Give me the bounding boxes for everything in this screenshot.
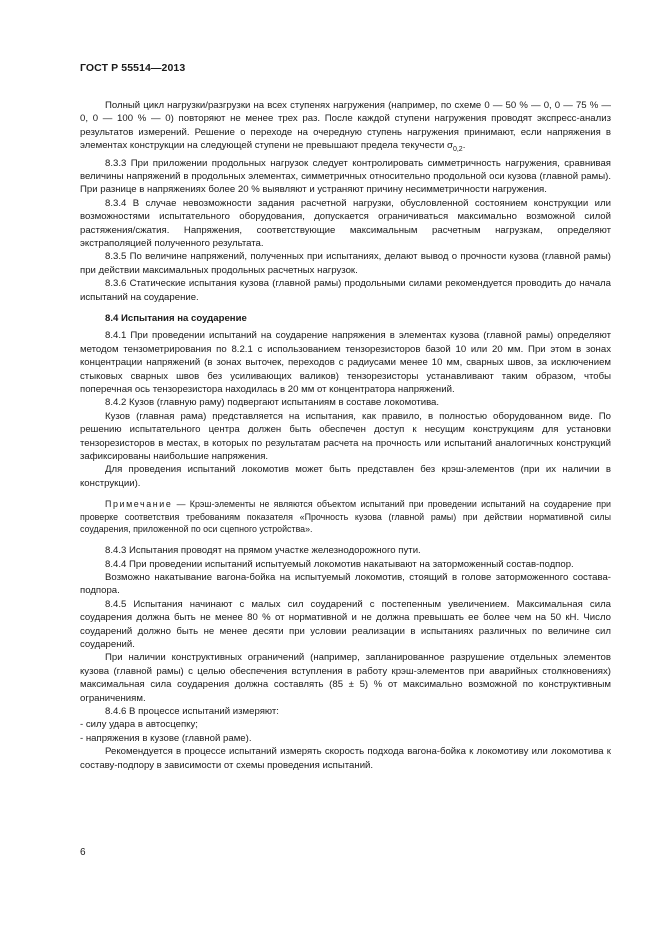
page-body: [80, 99, 611, 772]
paragraph-8-4-5-limits: При наличии конструктивных ограничений (например, запланированное разрушение отдельных элементов кузова (главной рамы) с целью обеспечения вступления в работу крэш-элементов при аварийных столкновениях) максимальная сила соударения должна составлять (85 ± 5) % от максимально возможной по конструктивным ограничениям.: [80, 652, 611, 704]
section-heading-8-4: 8.4 Испытания на соударение: [105, 313, 247, 324]
paragraph-8-4-4-alt: Возможно накатывание вагона-бойка на испытуемый локомотив, стоящий в голове заторможенного состава-подпора.: [80, 571, 611, 597]
page-number: 6: [80, 847, 86, 858]
paragraph-8-4-2-crash: Для проведения испытаний локомотив может быть представлен без крэш-элементов (при их наличии в конструкции).: [80, 464, 611, 489]
paragraph-8-3-5: 8.3.5 По величине напряжений, полученных при испытаниях, делают вывод о прочности кузова (главной рамы) при действии максимальных продольных расчетных нагрузок.: [80, 251, 611, 276]
paragraph-8-3-4: 8.3.4 В случае невозможности задания расчетной нагрузки, обусловленной состоянием конструкции или возможностями испытательного оборудования, допускается ограничиваться максимально возможной силой растяжения/сжатия. Напряжения, соответствующие максимальным расчетным нагрузкам, определяют экстраполяцией полученного результата.: [80, 197, 611, 249]
list-item-impact-force: - силу удара в автосцепку;: [80, 719, 198, 731]
paragraph-load-cycle: [80, 99, 611, 157]
paragraph-8-4-6: 8.4.6 В процессе испытаний измеряют:: [105, 706, 279, 718]
paragraph-8-4-2: 8.4.2 Кузов (главную раму) подвергают испытаниям в составе локомотива.: [105, 397, 440, 409]
paragraph-8-4-4: 8.4.4 При проведении испытаний испытуемый локомотив накатывают на заторможенный состав-подпор.: [105, 558, 574, 570]
paragraph-8-4-5: 8.4.5 Испытания начинают с малых сил соударений с постепенным увеличением. Максимальная сила соударения должна быть не менее 80 % от нормативной и не должна превышать ее более чем на 50 кН. Число соударений должно быть не менее десяти при условии реализации в испытаниях различных по величине сил соударений.: [80, 598, 611, 651]
standard-header: ГОСТ Р 55514—2013: [80, 62, 186, 74]
paragraph-8-3-6: 8.3.6 Статические испытания кузова (главной рамы) продольными силами рекомендуется проводить до начала испытаний на соударение.: [80, 278, 611, 303]
paragraph-8-4-3: 8.4.3 Испытания проводят на прямом участке железнодорожного пути.: [105, 545, 421, 557]
paragraph-8-4-6-recommendation: Рекомендуется в процессе испытаний измерять скорость подхода вагона-бойка к локомотиву или локомотива к составу-подпору в зависимости от схемы проведения испытаний.: [80, 746, 611, 771]
list-item-body-stress: - напряжения в кузове (главной раме).: [80, 732, 252, 744]
note-label: Примечание: [105, 499, 173, 510]
yield-subscript: 0,2: [452, 146, 463, 154]
note-text: — Крэш-элементы не являются объектом испытаний при проведении испытаний на соударение при проверке соответствия требованиям показателя «Прочность кузова (главной рамы) при действии нормативной силы соударения, приложенной по оси сцепного устройства».: [80, 499, 611, 534]
paragraph-8-3-3: 8.3.3 При приложении продольных нагрузок следует контролировать симметричность нагружения, сравнивая величины напряжений в продольных элементах, симметричных относительно продольной оси кузова (главной рамы). При разнице в напряжениях более 20 % выявляют и устраняют причину несимметричности нагружения.: [80, 157, 611, 196]
paragraph-8-4-2-body: Кузов (главная рама) представляется на испытания, как правило, в полностью оборудованном виде. По решению испытательного центра должен быть обеспечен доступ к несущим конструкциям для установки тензорезисторов в местах, в которых по результатам расчета на прочность или испытаний аналогичных конструкций зафиксированы наибольшие напряжения.: [80, 410, 611, 463]
load-cycle-end: .: [462, 140, 466, 152]
load-cycle-text: Полный цикл нагрузки/разгрузки на всех ступенях нагружения (например, по схеме 0 — 50 % — 0, 0 — 75 % — 0, 0 — 100 % — 0) повторяют не менее трех раз. После каждой ступени нагружения проводят экспресс-анализ результатов измерений. Решение о переходе на очередную ступень нагружения принимают, если напряжения в элементах конструкции на следующей ступени не превышают предела текучести σ: [80, 100, 611, 152]
note-block: [80, 498, 611, 535]
paragraph-8-4-1: 8.4.1 При проведении испытаний на соударение напряжения в элементах кузова (главной рамы) определяют методом тензометрирования по 8.2.1 с использованием тензорезисторов базой 10 или 20 мм. При этом в зонах концентрации напряжений (в зонах выточек, переходов с радиусами менее 10 мм, сварных швов, за исключением стыковых сварных швов без усиливающих валиков) тензорезисторы устанавливают таким образом, чтобы поперечная ось тензорезистора находилась в 20 мм от концентратора напряжений.: [80, 330, 611, 396]
